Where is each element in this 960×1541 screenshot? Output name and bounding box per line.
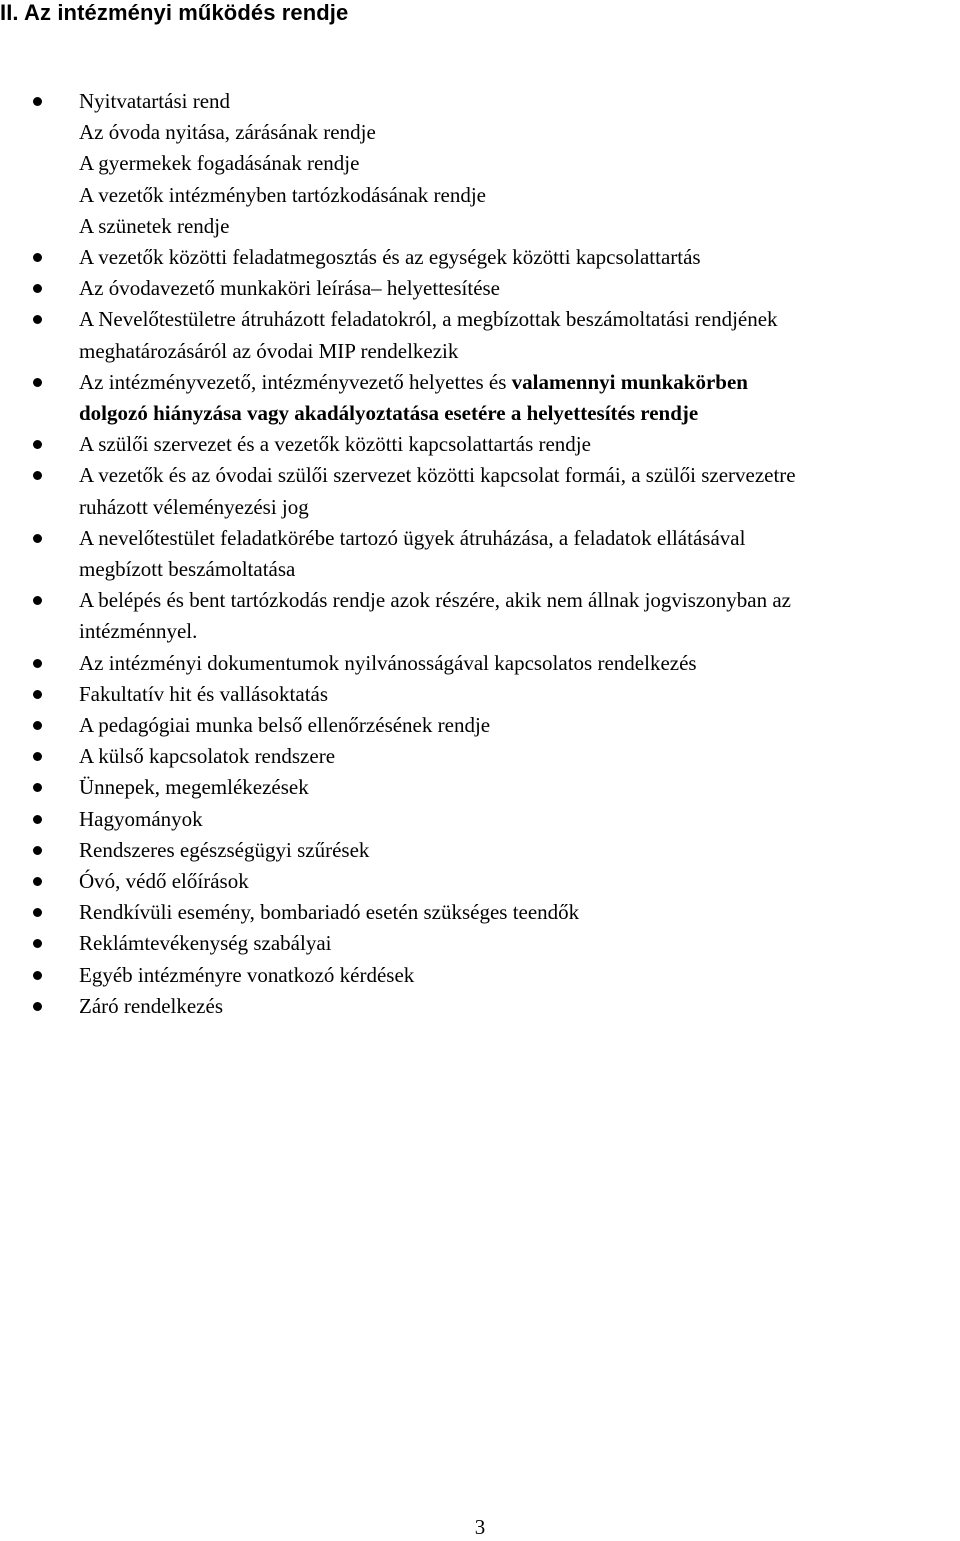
list-item-text: A külső kapcsolatok rendszere xyxy=(79,744,336,769)
bullet-icon xyxy=(33,721,42,730)
bullet-icon xyxy=(33,1002,42,1011)
list-item-text: Fakultatív hit és vallásoktatás xyxy=(79,681,329,706)
list-item-line: A nevelőtestület feladatkörébe tartozó ügyek átruházása, a feladatok ellátásával xyxy=(79,525,746,550)
list-item xyxy=(0,429,960,460)
bullet-icon xyxy=(33,690,42,699)
list-item-text: A szülői szervezet és a vezetők közötti kapcsolattartás rendje xyxy=(79,432,591,457)
table-of-contents-list xyxy=(0,86,960,1022)
bullet-icon xyxy=(33,596,42,605)
list-item xyxy=(0,648,960,679)
list-item xyxy=(0,928,960,959)
bullet-icon xyxy=(33,534,42,543)
bullet-icon xyxy=(33,471,42,480)
list-item-text: Egyéb intézményre vonatkozó kérdések xyxy=(79,962,415,987)
list-item-text: Rendkívüli esemény, bombariadó esetén szükséges teendők xyxy=(79,900,580,925)
list-item-line: intézménnyel. xyxy=(79,619,198,644)
list-item xyxy=(0,367,960,429)
list-item xyxy=(0,242,960,273)
list-item xyxy=(0,273,960,304)
list-item-text: Hagyományok xyxy=(79,806,203,831)
list-item xyxy=(0,772,960,803)
list-item xyxy=(0,835,960,866)
list-item-text: Reklámtevékenység szabályai xyxy=(79,931,332,956)
list-item-text: A pedagógiai munka belső ellenőrzésének rendje xyxy=(79,713,491,738)
list-item-line: meghatározásáról az óvodai MIP rendelkezik xyxy=(79,338,459,363)
bullet-icon xyxy=(33,815,42,824)
list-item-line: Nyitvatartási rend xyxy=(79,89,231,113)
list-item xyxy=(0,710,960,741)
list-item xyxy=(0,523,960,585)
list-item xyxy=(0,741,960,772)
bullet-icon xyxy=(33,846,42,855)
list-item-line: A Nevelőtestületre átruházott feladatokról, a megbízottak beszámoltatási rendjének xyxy=(79,307,778,332)
list-item-line: dolgozó hiányzása vagy akadályoztatása esetére a helyettesítés rendje xyxy=(79,401,699,426)
bullet-icon xyxy=(33,284,42,293)
bullet-icon xyxy=(33,315,42,324)
list-item-text: Óvó, védő előírások xyxy=(79,869,249,894)
list-item xyxy=(0,304,960,366)
list-item-line: Az óvoda nyitása, zárásának rendje xyxy=(79,120,376,145)
list-item-text: Az intézményi dokumentumok nyilvánosságával kapcsolatos rendelkezés xyxy=(79,650,697,675)
list-item xyxy=(0,460,960,522)
list-item-text-bold: valamennyi munkakörben xyxy=(511,369,748,394)
list-item-line: A vezetők intézményben tartózkodásának rendje xyxy=(79,182,486,207)
bullet-icon xyxy=(33,253,42,262)
list-item-text: Záró rendelkezés xyxy=(79,993,223,1018)
section-heading: II. Az intézményi működés rendje xyxy=(0,0,349,25)
list-item-line: A belépés és bent tartózkodás rendje azok részére, akik nem állnak jogviszonyban az xyxy=(79,588,791,613)
list-item xyxy=(0,585,960,647)
list-item xyxy=(0,960,960,991)
list-item-text: Rendszeres egészségügyi szűrések xyxy=(79,837,370,862)
bullet-icon xyxy=(33,659,42,668)
list-item xyxy=(0,679,960,710)
list-item-line: ruházott véleményezési jog xyxy=(79,494,309,519)
list-item-line: A vezetők és az óvodai szülői szervezet közötti kapcsolat formái, a szülői szervezetre xyxy=(79,463,796,488)
list-item xyxy=(0,804,960,835)
bullet-icon xyxy=(33,877,42,886)
list-item-line: megbízott beszámoltatása xyxy=(79,557,296,582)
list-item xyxy=(0,866,960,897)
page-number: 3 xyxy=(474,1515,486,1539)
list-item-text-normal: Az intézményvezető, intézményvezető helyettes és xyxy=(79,369,512,394)
bullet-icon xyxy=(33,908,42,917)
list-item-line: A gyermekek fogadásának rendje xyxy=(79,151,360,176)
bullet-icon xyxy=(33,97,42,106)
bullet-icon xyxy=(33,939,42,948)
list-item-text: Az óvodavezető munkaköri leírása– helyettesítése xyxy=(79,276,501,301)
bullet-icon xyxy=(33,752,42,761)
list-item xyxy=(0,897,960,928)
list-item-line xyxy=(79,367,956,398)
list-item-line: A szünetek rendje xyxy=(79,213,230,238)
bullet-icon xyxy=(33,783,42,792)
list-item-text: Ünnepek, megemlékezések xyxy=(79,775,309,800)
list-item xyxy=(0,86,960,242)
list-item xyxy=(0,991,960,1022)
bullet-icon xyxy=(33,440,42,449)
bullet-icon xyxy=(33,971,42,980)
bullet-icon xyxy=(33,378,42,387)
list-item-text: A vezetők közötti feladatmegosztás és az egységek közötti kapcsolattartás xyxy=(79,245,701,270)
